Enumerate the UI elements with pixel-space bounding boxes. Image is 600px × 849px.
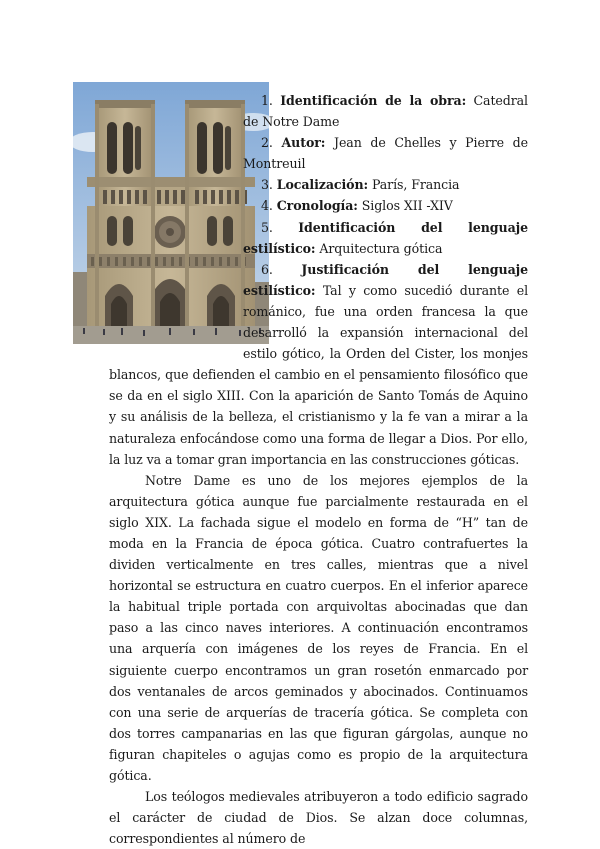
body-paragraph-1: Notre Dame es uno de los mejores ejemplos de la arquitectura gótica aunque fue parcialmente restaurada en el siglo XIX. La fachada sigue el modelo en forma de “H” tan de moda en la Francia de época gótica. Cuatro contrafuertes la dividen verticalmente en tres calles, mientras que a nivel horizontal se estructura en cuatro cuerpos. En el inferior aparece la habitual triple portada con arquivoltas abocinadas que dan paso a las cinco naves interiores. A continuación encontramos una arquería con imágenes de los reyes de Francia. En el siguiente cuerpo encontramos un gran rosetón enmarcado por dos ventanales de arcos geminados y abocinados. Continuamos con una serie de arquerías de tracería gótica. Se completa con dos torres campanarias en las que figuran gárgolas, aunque no figuran chapiteles o agujas como es propio de la arquitectura gótica. — [109, 472, 528, 783]
list-item-5: 5. Identificación del lenguaje estilístico: Arquitectura gótica — [243, 219, 528, 256]
body-paragraph-2: Los teólogos medievales atribuyeron a todo edificio sagrado el carácter de ciudad de Dios. Se alzan doce columnas, correspondientes al número de — [109, 789, 528, 847]
list-item-4: 4. Cronología: Siglos XII -XIV — [261, 198, 453, 214]
list-item-1: 1. Identificación de la obra: Catedral de Notre Dame — [243, 93, 528, 130]
list-item-2: 2. Autor: Jean de Chelles y Pierre de Montreuil — [243, 135, 529, 172]
document-text — [109, 90, 528, 849]
list-item-3: 3. Localización: París, Francia — [261, 177, 460, 193]
list-item-6: 6. Justificación del lenguaje estilístico: Tal y como sucedió durante el románico, fue una orden francesa la que desarrolló la expansión internacional del estilo gótico, la Orden del Cister, los monjes blancos, que defienden el cambio en el pensamiento filosófico que se da en el siglo XIII. Con la aparición de Santo Tomás de Aquino y su análisis de la belleza, el cristianismo y la fe van a mirar a la naturaleza enfocándose como una forma de llegar a Dios. Por ello, la luz va a tomar gran importancia en las construcciones góticas. — [109, 261, 529, 467]
image-wrap-spacer — [73, 90, 243, 346]
